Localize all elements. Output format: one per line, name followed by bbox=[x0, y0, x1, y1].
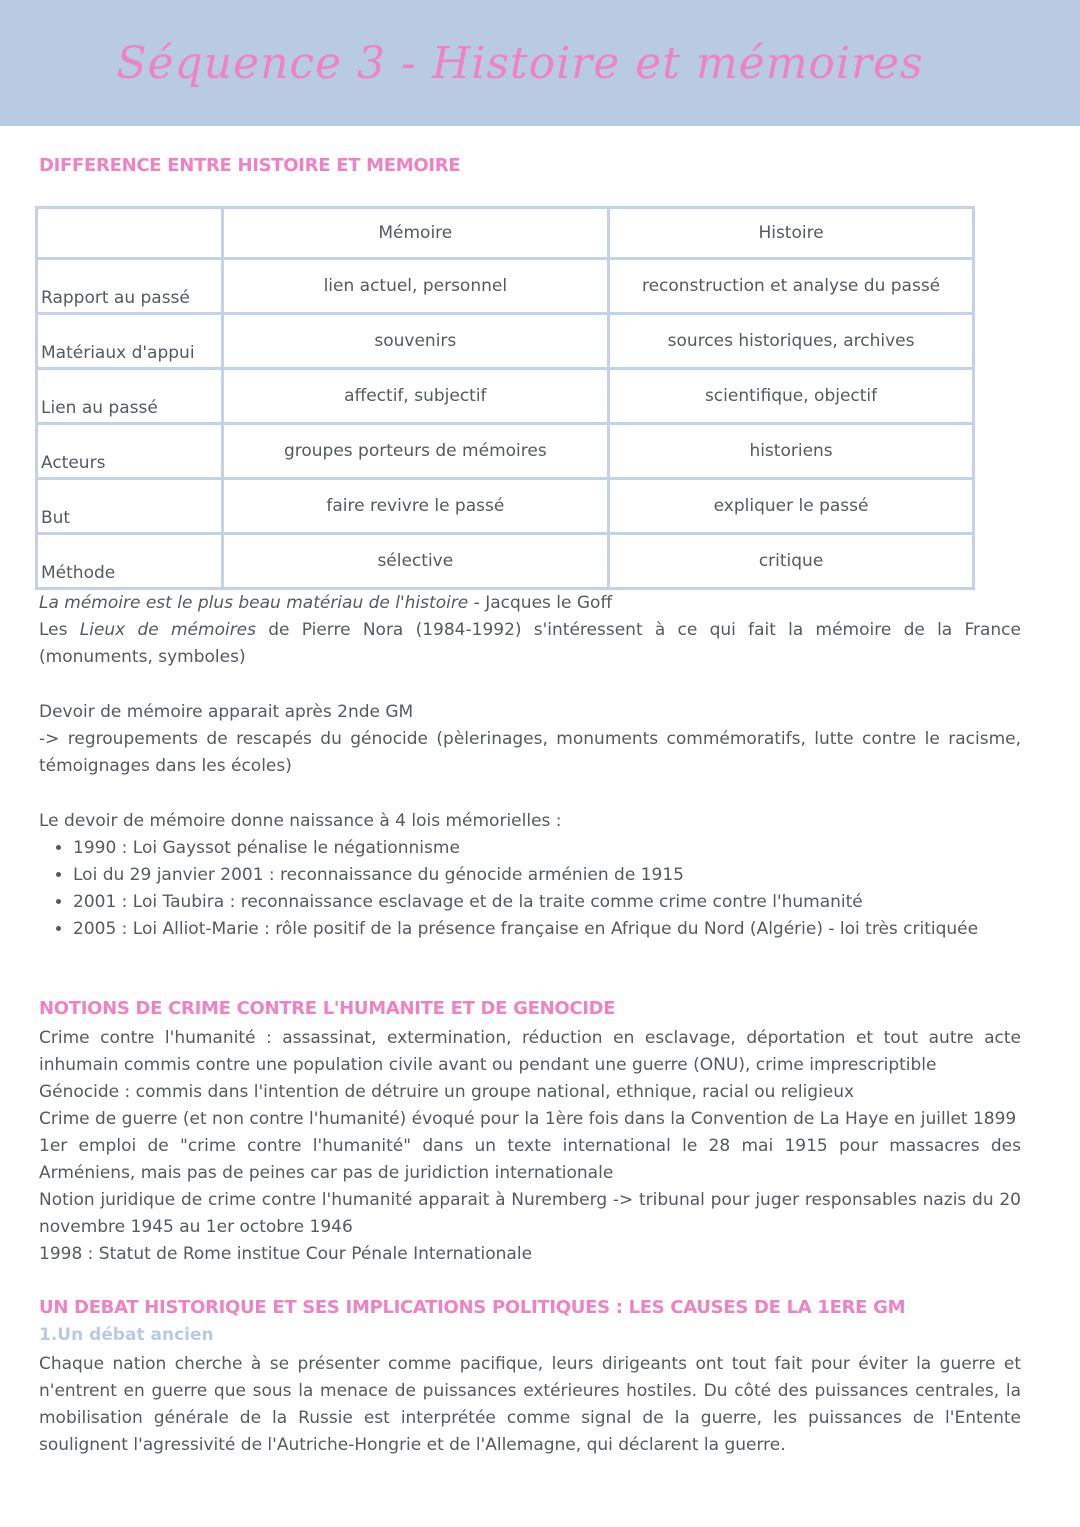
first-use-text: 1er emploi de "crime contre l'humanité" dans un texte international le 28 mai 1915 pour massacres des Arméniens, mais pas de peines car pas de juridiction internationale bbox=[39, 1136, 1021, 1183]
table-cell-histoire: historiens bbox=[609, 424, 974, 479]
subsection-heading: 1.Un débat ancien bbox=[39, 1325, 214, 1345]
debate-paragraph: Chaque nation cherche à se présenter comme pacifique, leurs dirigeants ont tout fait pour éviter la guerre et n'entrent en guerre que sous la menace de puissances extérieures hostiles. Du côté des puissances centrales, la mobilisation générale de la Russie est interprétée comme signal de la guerre, les puissances de l'Entente soulignent l'agressivité de l'Autriche-Hongrie et de l'Allemagne, qui déclarent la guerre. bbox=[39, 1354, 1021, 1455]
nuremberg-text: Notion juridique de crime contre l'humanité apparait à Nuremberg -> tribunal pour juger responsables nazis du 20 novembre 1945 au 1er octobre 1946 bbox=[39, 1190, 1021, 1237]
list-item: • 2001 : Loi Taubira : reconnaissance esclavage et de la traite comme crime contre l'humanité bbox=[73, 889, 1055, 916]
table-cell-histoire: reconstruction et analyse du passé bbox=[609, 259, 974, 314]
genocide-definition: Génocide : commis dans l'intention de détruire un groupe national, ethnique, racial ou religieux bbox=[39, 1082, 855, 1102]
table-row-label: Acteurs bbox=[37, 424, 223, 479]
nora-title: Lieux de mémoires bbox=[79, 620, 256, 640]
table-row-label: Rapport au passé bbox=[37, 259, 223, 314]
crime-definition: Crime contre l'humanité : assassinat, extermination, réduction en esclavage, déportation et tout autre acte inhumain commis contre une population civile avant ou pendant une guerre (ONU), crime imprescriptible bbox=[39, 1028, 1021, 1075]
laws-list bbox=[39, 835, 1055, 943]
table-cell-histoire: critique bbox=[609, 534, 974, 589]
table-cell-memoire: souvenirs bbox=[222, 314, 609, 369]
quote-text: La mémoire est le plus beau matériau de l'histoire bbox=[39, 593, 469, 613]
laws-intro: Le devoir de mémoire donne naissance à 4 lois mémorielles : bbox=[39, 811, 562, 831]
table-row-label: Lien au passé bbox=[37, 369, 223, 424]
nora-paragraph bbox=[39, 617, 1021, 671]
table-row bbox=[37, 479, 974, 534]
table-row bbox=[37, 369, 974, 424]
table-row bbox=[37, 314, 974, 369]
comparison-table bbox=[35, 206, 975, 590]
section-heading-difference: DIFFERENCE ENTRE HISTOIRE ET MEMOIRE bbox=[39, 155, 461, 176]
table-cell-memoire: faire revivre le passé bbox=[222, 479, 609, 534]
table-header-cell bbox=[37, 208, 223, 259]
table-row bbox=[37, 534, 974, 589]
table-cell-memoire: sélective bbox=[222, 534, 609, 589]
table-cell-memoire: groupes porteurs de mémoires bbox=[222, 424, 609, 479]
table-header-cell: Mémoire bbox=[222, 208, 609, 259]
nora-pre: Les bbox=[39, 620, 80, 640]
table-row bbox=[37, 424, 974, 479]
table-cell-memoire: lien actuel, personnel bbox=[222, 259, 609, 314]
quote-author: - Jacques le Goff bbox=[468, 593, 613, 613]
quote-line bbox=[39, 590, 1021, 617]
section-heading-crimes: NOTIONS DE CRIME CONTRE L'HUMANITE ET DE GENOCIDE bbox=[39, 998, 616, 1019]
table-cell-histoire: scientifique, objectif bbox=[609, 369, 974, 424]
table-row-label: Matériaux d'appui bbox=[37, 314, 223, 369]
table-cell-memoire: affectif, subjectif bbox=[222, 369, 609, 424]
list-item: • 1990 : Loi Gayssot pénalise le négationnisme bbox=[73, 835, 1055, 862]
table-cell-histoire: expliquer le passé bbox=[609, 479, 974, 534]
nora-text: de Pierre Nora (1984-1992) s'intéressent à ce qui fait la mémoire de la France (monuments, symboles) bbox=[39, 620, 1021, 667]
table-row bbox=[37, 259, 974, 314]
table-row-label: But bbox=[37, 479, 223, 534]
list-item: • Loi du 29 janvier 2001 : reconnaissance du génocide arménien de 1915 bbox=[73, 862, 1055, 889]
list-item: • 2005 : Loi Alliot-Marie : rôle positif de la présence française en Afrique du Nord (Algérie) - loi très critiquée bbox=[73, 916, 1055, 943]
table-row-label: Méthode bbox=[37, 534, 223, 589]
rome-statute-text: 1998 : Statut de Rome institue Cour Pénale Internationale bbox=[39, 1244, 533, 1264]
section-heading-debate: UN DEBAT HISTORIQUE ET SES IMPLICATIONS POLITIQUES : LES CAUSES DE LA 1ERE GM bbox=[39, 1297, 906, 1318]
table-header-cell: Histoire bbox=[609, 208, 974, 259]
duty-detail: -> regroupements de rescapés du génocide (pèlerinages, monuments commémoratifs, lutte contre le racisme, témoignages dans les écoles) bbox=[39, 729, 1021, 776]
war-crime-text: Crime de guerre (et non contre l'humanité) évoqué pour la 1ère fois dans la Convention de La Haye en juillet 1899 bbox=[39, 1109, 1017, 1129]
table-header-row bbox=[37, 208, 974, 259]
page-title: Séquence 3 - Histoire et mémoires bbox=[116, 38, 924, 89]
duty-line: Devoir de mémoire apparait après 2nde GM bbox=[39, 702, 414, 722]
table-cell-histoire: sources historiques, archives bbox=[609, 314, 974, 369]
